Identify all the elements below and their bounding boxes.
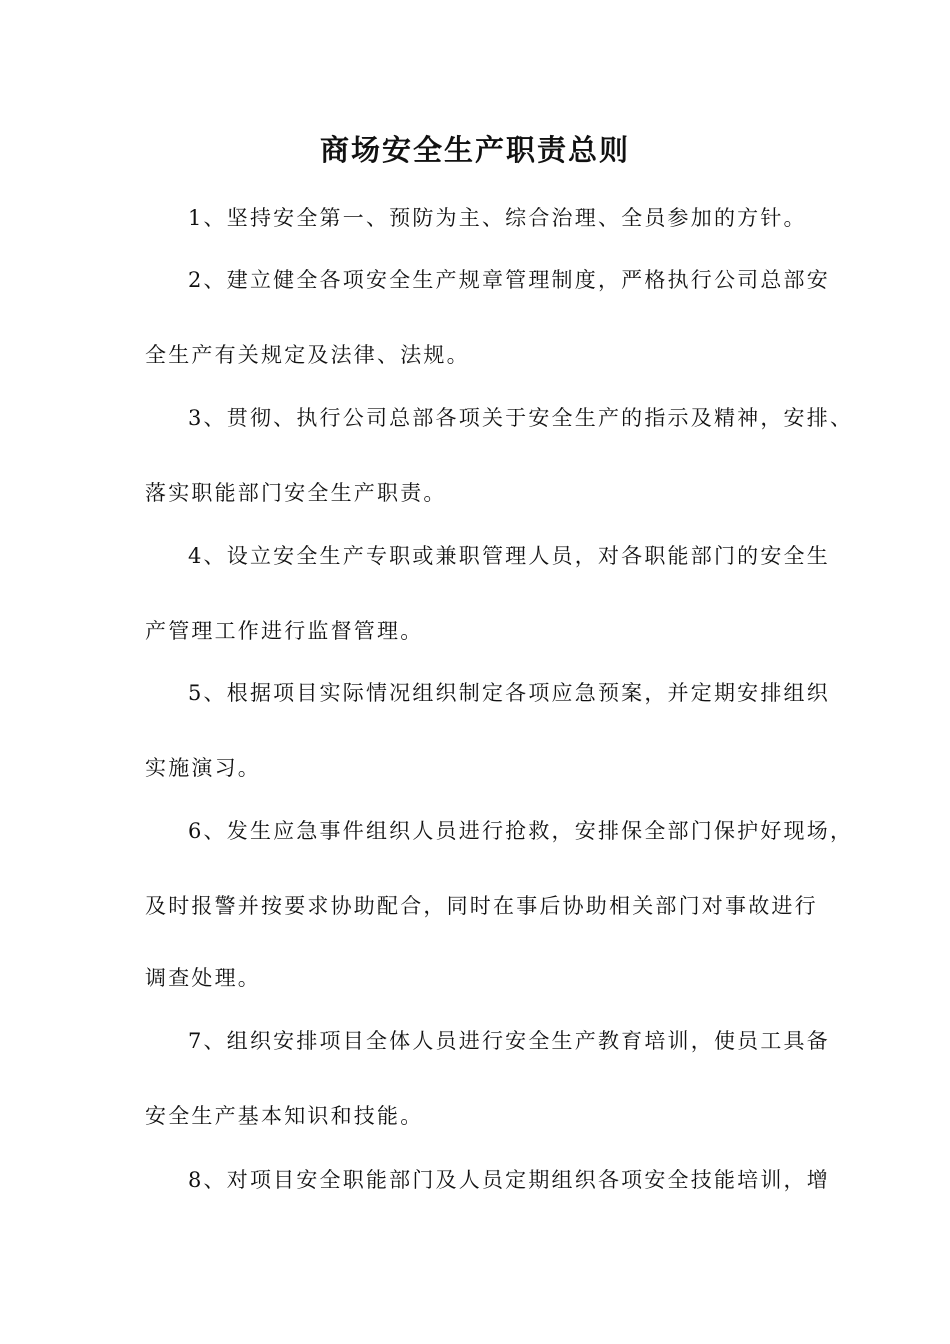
paragraph-1-line-1: 1、坚持安全第一、预防为主、综合治理、全员参加的方针。	[188, 206, 807, 230]
paragraph-7-line-2: 安全生产基本知识和技能。	[145, 1104, 424, 1128]
paragraph-6-line-2: 及时报警并按要求协助配合，同时在事后协助相关部门对事故进行	[145, 894, 818, 918]
paragraph-6-line-3: 调查处理。	[145, 966, 261, 990]
paragraph-2-line-2: 全生产有关规定及法律、法规。	[145, 343, 470, 367]
paragraph-6-line-1: 6、发生应急事件组织人员进行抢救，安排保全部门保护好现场，	[188, 819, 854, 843]
paragraph-2-line-1: 2、建立健全各项安全生产规章管理制度，严格执行公司总部安	[188, 268, 830, 292]
paragraph-5-line-2: 实施演习。	[145, 756, 261, 780]
paragraph-4-line-1: 4、设立安全生产专职或兼职管理人员，对各职能部门的安全生	[188, 544, 830, 568]
document-title: 商场安全生产职责总则	[319, 133, 630, 167]
paragraph-3-line-1: 3、贯彻、执行公司总部各项关于安全生产的指示及精神，安排、	[188, 406, 854, 430]
paragraph-4-line-2: 产管理工作进行监督管理。	[145, 619, 424, 643]
paragraph-7-line-1: 7、组织安排项目全体人员进行安全生产教育培训，使员工具备	[188, 1029, 830, 1053]
paragraph-3-line-2: 落实职能部门安全生产职责。	[145, 481, 447, 505]
paragraph-5-line-1: 5、根据项目实际情况组织制定各项应急预案，并定期安排组织	[188, 681, 830, 705]
paragraph-8-line-1: 8、对项目安全职能部门及人员定期组织各项安全技能培训，增	[188, 1168, 830, 1192]
